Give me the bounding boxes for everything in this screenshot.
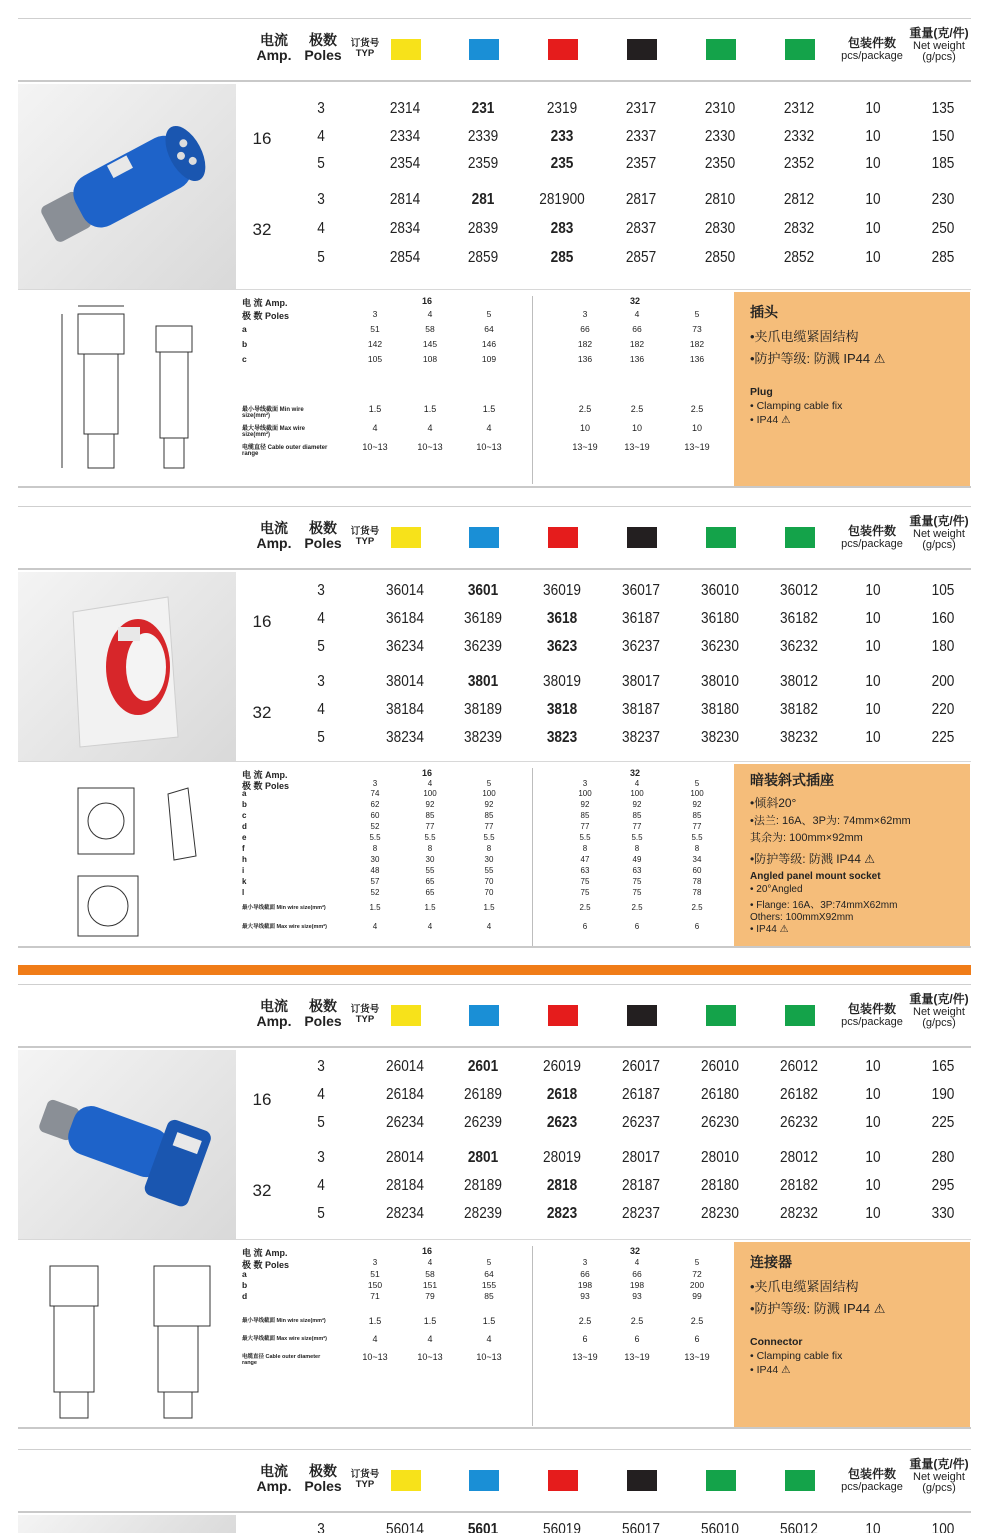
swatch-green (706, 527, 736, 548)
amp-32: 32 (252, 703, 272, 722)
amp-16: 16 (252, 129, 272, 148)
weight-header: 重量(克/件) Net weight (g/pcs) (909, 26, 969, 64)
swatch-yellow (391, 1005, 421, 1026)
table-row: 3 56014 5601 56019 56017 56010 56012 10 100 (317, 1521, 955, 1533)
group-16: 16 (422, 296, 433, 306)
swatch-red (548, 1005, 578, 1026)
dim-row: h 30 30 30 47 49 34 (242, 855, 702, 864)
table-row: 3 26014 2601 26019 26017 26010 26012 10 165 (317, 1058, 955, 1075)
info-box (734, 292, 970, 486)
info-line: •防护等级: 防溅 IP44 ⚠ (750, 351, 886, 366)
technical-drawing-socket (18, 764, 236, 946)
group-16: 16 (422, 1246, 433, 1256)
info-line: •夹爪电缆紧固结构 (750, 329, 859, 344)
info-en-title: Connector (750, 1336, 803, 1348)
info-en-line: • Clamping cable fix (750, 400, 843, 412)
dim-row: a 51 58 64 66 66 72 (242, 1269, 702, 1279)
section-connector (18, 984, 971, 1429)
group-32: 32 (630, 296, 641, 306)
info-en-line: Others: 100mmX92mm (750, 912, 854, 923)
table-row: 5 38234 38239 3823 38237 38230 38232 10 225 (317, 729, 955, 746)
swatch-green-2 (785, 1470, 815, 1491)
swatch-green-2 (785, 39, 815, 60)
table-header (18, 1449, 971, 1513)
table-row: 3 2814 281 281900 2817 2810 2812 10 230 (317, 191, 955, 208)
swatch-red (548, 39, 578, 60)
swatch-black (627, 1470, 657, 1491)
dimension-panel (18, 764, 971, 948)
poles-label: 极 数 Poles (242, 781, 290, 791)
weight-header: 重量(克/件) Net weight (g/pcs) (909, 514, 969, 552)
typ-header: 订货号 TYP (350, 38, 380, 59)
dimension-table (242, 768, 732, 946)
swatch-black (627, 1005, 657, 1026)
section-angled-socket (18, 506, 971, 948)
table-row: 5 2854 2859 285 2857 2850 2852 10 285 (317, 249, 955, 266)
table-header (18, 18, 971, 82)
swatch-blue (469, 527, 499, 548)
dim-row: 最大导线截面 Max wire size(mm²) 4 4 4 6 6 6 (242, 1334, 700, 1344)
dimension-table (242, 296, 732, 484)
dimension-panel (18, 292, 971, 488)
swatch-yellow (391, 39, 421, 60)
swatch-green (706, 39, 736, 60)
dim-row: b 150 151 155 198 198 200 (242, 1280, 705, 1290)
amp-header: 电流 Amp. (256, 1463, 292, 1494)
table-row: 3 28014 2801 28019 28017 28010 28012 10 280 (317, 1149, 955, 1166)
pcs-header: 包装件数 pcs/package (841, 1467, 903, 1493)
amp-label: 电 流 Amp. (242, 298, 288, 308)
pcs-header: 包装件数 pcs/package (841, 524, 903, 550)
swatch-red (548, 1470, 578, 1491)
table-row: 3 38014 3801 38019 38017 38010 38012 10 200 (317, 673, 955, 690)
poles-header: 极数 Poles (304, 998, 342, 1029)
poles-header: 极数 Poles (304, 520, 342, 551)
dim-row: 电缆直径 Cable outer diameter range 10~13 10~13 10~13 13~19 13~19 13~19 (242, 1352, 710, 1366)
info-title: 暗装斜式插座 (750, 772, 834, 788)
dim-row: 3 4 5 3 4 5 (372, 309, 700, 319)
dim-row: b 62 92 92 92 92 92 (242, 800, 702, 809)
dim-row: c 105 108 109 136 136 136 (242, 354, 705, 364)
dim-row: f 8 8 8 8 8 8 (242, 844, 700, 853)
swatch-green-2 (785, 1005, 815, 1026)
amp-label: 电 流 Amp. (242, 1248, 288, 1258)
dim-row: d 52 77 77 77 77 77 (242, 822, 702, 831)
swatch-blue (469, 1005, 499, 1026)
amp-header: 电流 Amp. (256, 32, 292, 63)
table-row: 4 26184 26189 2618 26187 26180 26182 10 190 (317, 1086, 955, 1103)
dim-row: a 51 58 64 66 66 73 (242, 324, 702, 334)
poles-label: 极 数 Poles (242, 311, 290, 321)
dim-row: e 5.5 5.5 5.5 5.5 5.5 5.5 (242, 833, 703, 842)
info-en-line: • IP44 ⚠ (750, 414, 791, 426)
amp-32: 32 (252, 220, 272, 239)
poles-header: 极数 Poles (304, 32, 342, 63)
dim-row: 3 4 5 3 4 5 (372, 779, 700, 788)
swatch-red (548, 527, 578, 548)
table-row: 3 2314 231 2319 2317 2310 2312 10 135 (317, 100, 955, 117)
swatch-green-2 (785, 527, 815, 548)
dim-row: 最大导线截面 Max wire size(mm²) 4 4 4 6 6 6 (242, 922, 700, 931)
info-line: •防护等级: 防溅 IP44 ⚠ (750, 1301, 886, 1316)
table-header (18, 506, 971, 570)
table-row: 5 36234 36239 3623 36237 36230 36232 10 180 (317, 638, 955, 655)
dim-row: d 71 79 85 93 93 99 (242, 1291, 702, 1301)
swatch-blue (469, 1470, 499, 1491)
swatch-yellow (391, 1470, 421, 1491)
info-title: 连接器 (750, 1254, 792, 1270)
info-en-line: • IP44 ⚠ (750, 924, 789, 935)
typ-header: 订货号 TYP (350, 526, 380, 547)
info-line: •防护等级: 防溅 IP44 ⚠ (750, 852, 875, 866)
weight-header: 重量(克/件) Net weight (g/pcs) (909, 992, 969, 1030)
info-line: 其余为: 100mm×92mm (750, 832, 863, 844)
dim-row: 最大导线截面 Max wire size(mm²) 4 4 4 10 10 10 (242, 423, 702, 438)
info-en-title: Plug (750, 386, 773, 398)
amp-header: 电流 Amp. (256, 520, 292, 551)
table-row: 4 2834 2839 283 2837 2830 2832 10 250 (317, 220, 955, 237)
info-line: •倾斜20° (750, 796, 797, 810)
table-row: 4 36184 36189 3618 36187 36180 36182 10 160 (317, 610, 955, 627)
section-plug (18, 18, 971, 488)
product-rows (18, 1515, 971, 1533)
group-32: 32 (630, 768, 641, 778)
swatch-black (627, 39, 657, 60)
dim-row: b 142 145 146 182 182 182 (242, 339, 705, 349)
dimension-panel (18, 1242, 971, 1429)
group-16: 16 (422, 768, 433, 778)
info-line: •夹爪电缆紧固结构 (750, 1279, 859, 1294)
dim-row: 电缆直径 Cable outer diameter range 10~13 10~13 10~13 13~19 13~19 13~19 (242, 442, 710, 457)
info-en-line: • 20°Angled (750, 884, 803, 895)
product-rows (18, 1050, 971, 1240)
info-box (734, 1242, 970, 1427)
table-row: 5 26234 26239 2623 26237 26230 26232 10 225 (317, 1114, 955, 1131)
info-en-line: • Flange: 16A、3P:74mmX62mm (750, 900, 898, 911)
swatch-green (706, 1470, 736, 1491)
amp-16: 16 (252, 612, 272, 631)
dimension-table (242, 1246, 732, 1426)
technical-drawing-plug (18, 292, 236, 486)
table-row: 4 38184 38189 3818 38187 38180 38182 10 220 (317, 701, 955, 718)
amp-16: 16 (252, 1090, 272, 1109)
typ-header: 订货号 TYP (350, 1004, 380, 1025)
dim-row: 最小导线截面 Min wire size(mm²) 1.5 1.5 1.5 2.5 2.5 2.5 (242, 903, 703, 912)
dim-row: 3 4 5 3 4 5 (372, 1258, 700, 1267)
swatch-black (627, 527, 657, 548)
dim-row: i 48 55 55 63 63 60 (242, 866, 702, 875)
swatch-green (706, 1005, 736, 1026)
technical-drawing-connector (18, 1242, 236, 1427)
info-en-line: • Clamping cable fix (750, 1350, 843, 1362)
info-box (734, 764, 970, 946)
table-header (18, 984, 971, 1048)
info-en-line: • IP44 ⚠ (750, 1364, 791, 1376)
product-rows (18, 572, 971, 762)
dim-row: k 57 65 70 75 75 78 (242, 877, 702, 886)
swatch-blue (469, 39, 499, 60)
poles-header: 极数 Poles (304, 1463, 342, 1494)
product-rows (18, 84, 971, 290)
pcs-header: 包装件数 pcs/package (841, 36, 903, 62)
amp-label: 电 流 Amp. (242, 770, 288, 780)
dim-row: l 52 65 70 75 75 78 (242, 888, 702, 897)
dim-row: 最小导线截面 Min wire size(mm²) 1.5 1.5 1.5 2.5 2.5 2.5 (242, 404, 704, 419)
group-32: 32 (630, 1246, 641, 1256)
info-title: 插头 (750, 304, 778, 320)
amp-header: 电流 Amp. (256, 998, 292, 1029)
dim-row: c 60 85 85 85 85 85 (242, 811, 702, 820)
dim-row: a 74 100 100 100 100 100 (242, 789, 704, 798)
dim-row: 最小导线截面 Min wire size(mm²) 1.5 1.5 1.5 2.5 2.5 2.5 (242, 1316, 704, 1326)
poles-label: 极 数 Poles (242, 1260, 290, 1270)
pcs-header: 包装件数 pcs/package (841, 1002, 903, 1028)
weight-header: 重量(克/件) Net weight (g/pcs) (909, 1457, 969, 1495)
table-row: 4 2334 2339 233 2337 2330 2332 10 150 (317, 128, 955, 145)
swatch-yellow (391, 527, 421, 548)
info-en-title: Angled panel mount socket (750, 871, 881, 882)
table-row: 5 2354 2359 235 2357 2350 2352 10 185 (317, 155, 955, 172)
table-row: 4 28184 28189 2818 28187 28180 28182 10 295 (317, 1177, 955, 1194)
table-row: 3 36014 3601 36019 36017 36010 36012 10 105 (317, 582, 955, 599)
amp-32: 32 (252, 1181, 272, 1200)
typ-header: 订货号 TYP (350, 1469, 380, 1490)
info-line: •法兰: 16A、3P为: 74mm×62mm (750, 815, 911, 827)
section-divider (18, 965, 971, 975)
table-row: 5 28234 28239 2823 28237 28230 28232 10 330 (317, 1205, 955, 1222)
section-partial (18, 1449, 971, 1533)
